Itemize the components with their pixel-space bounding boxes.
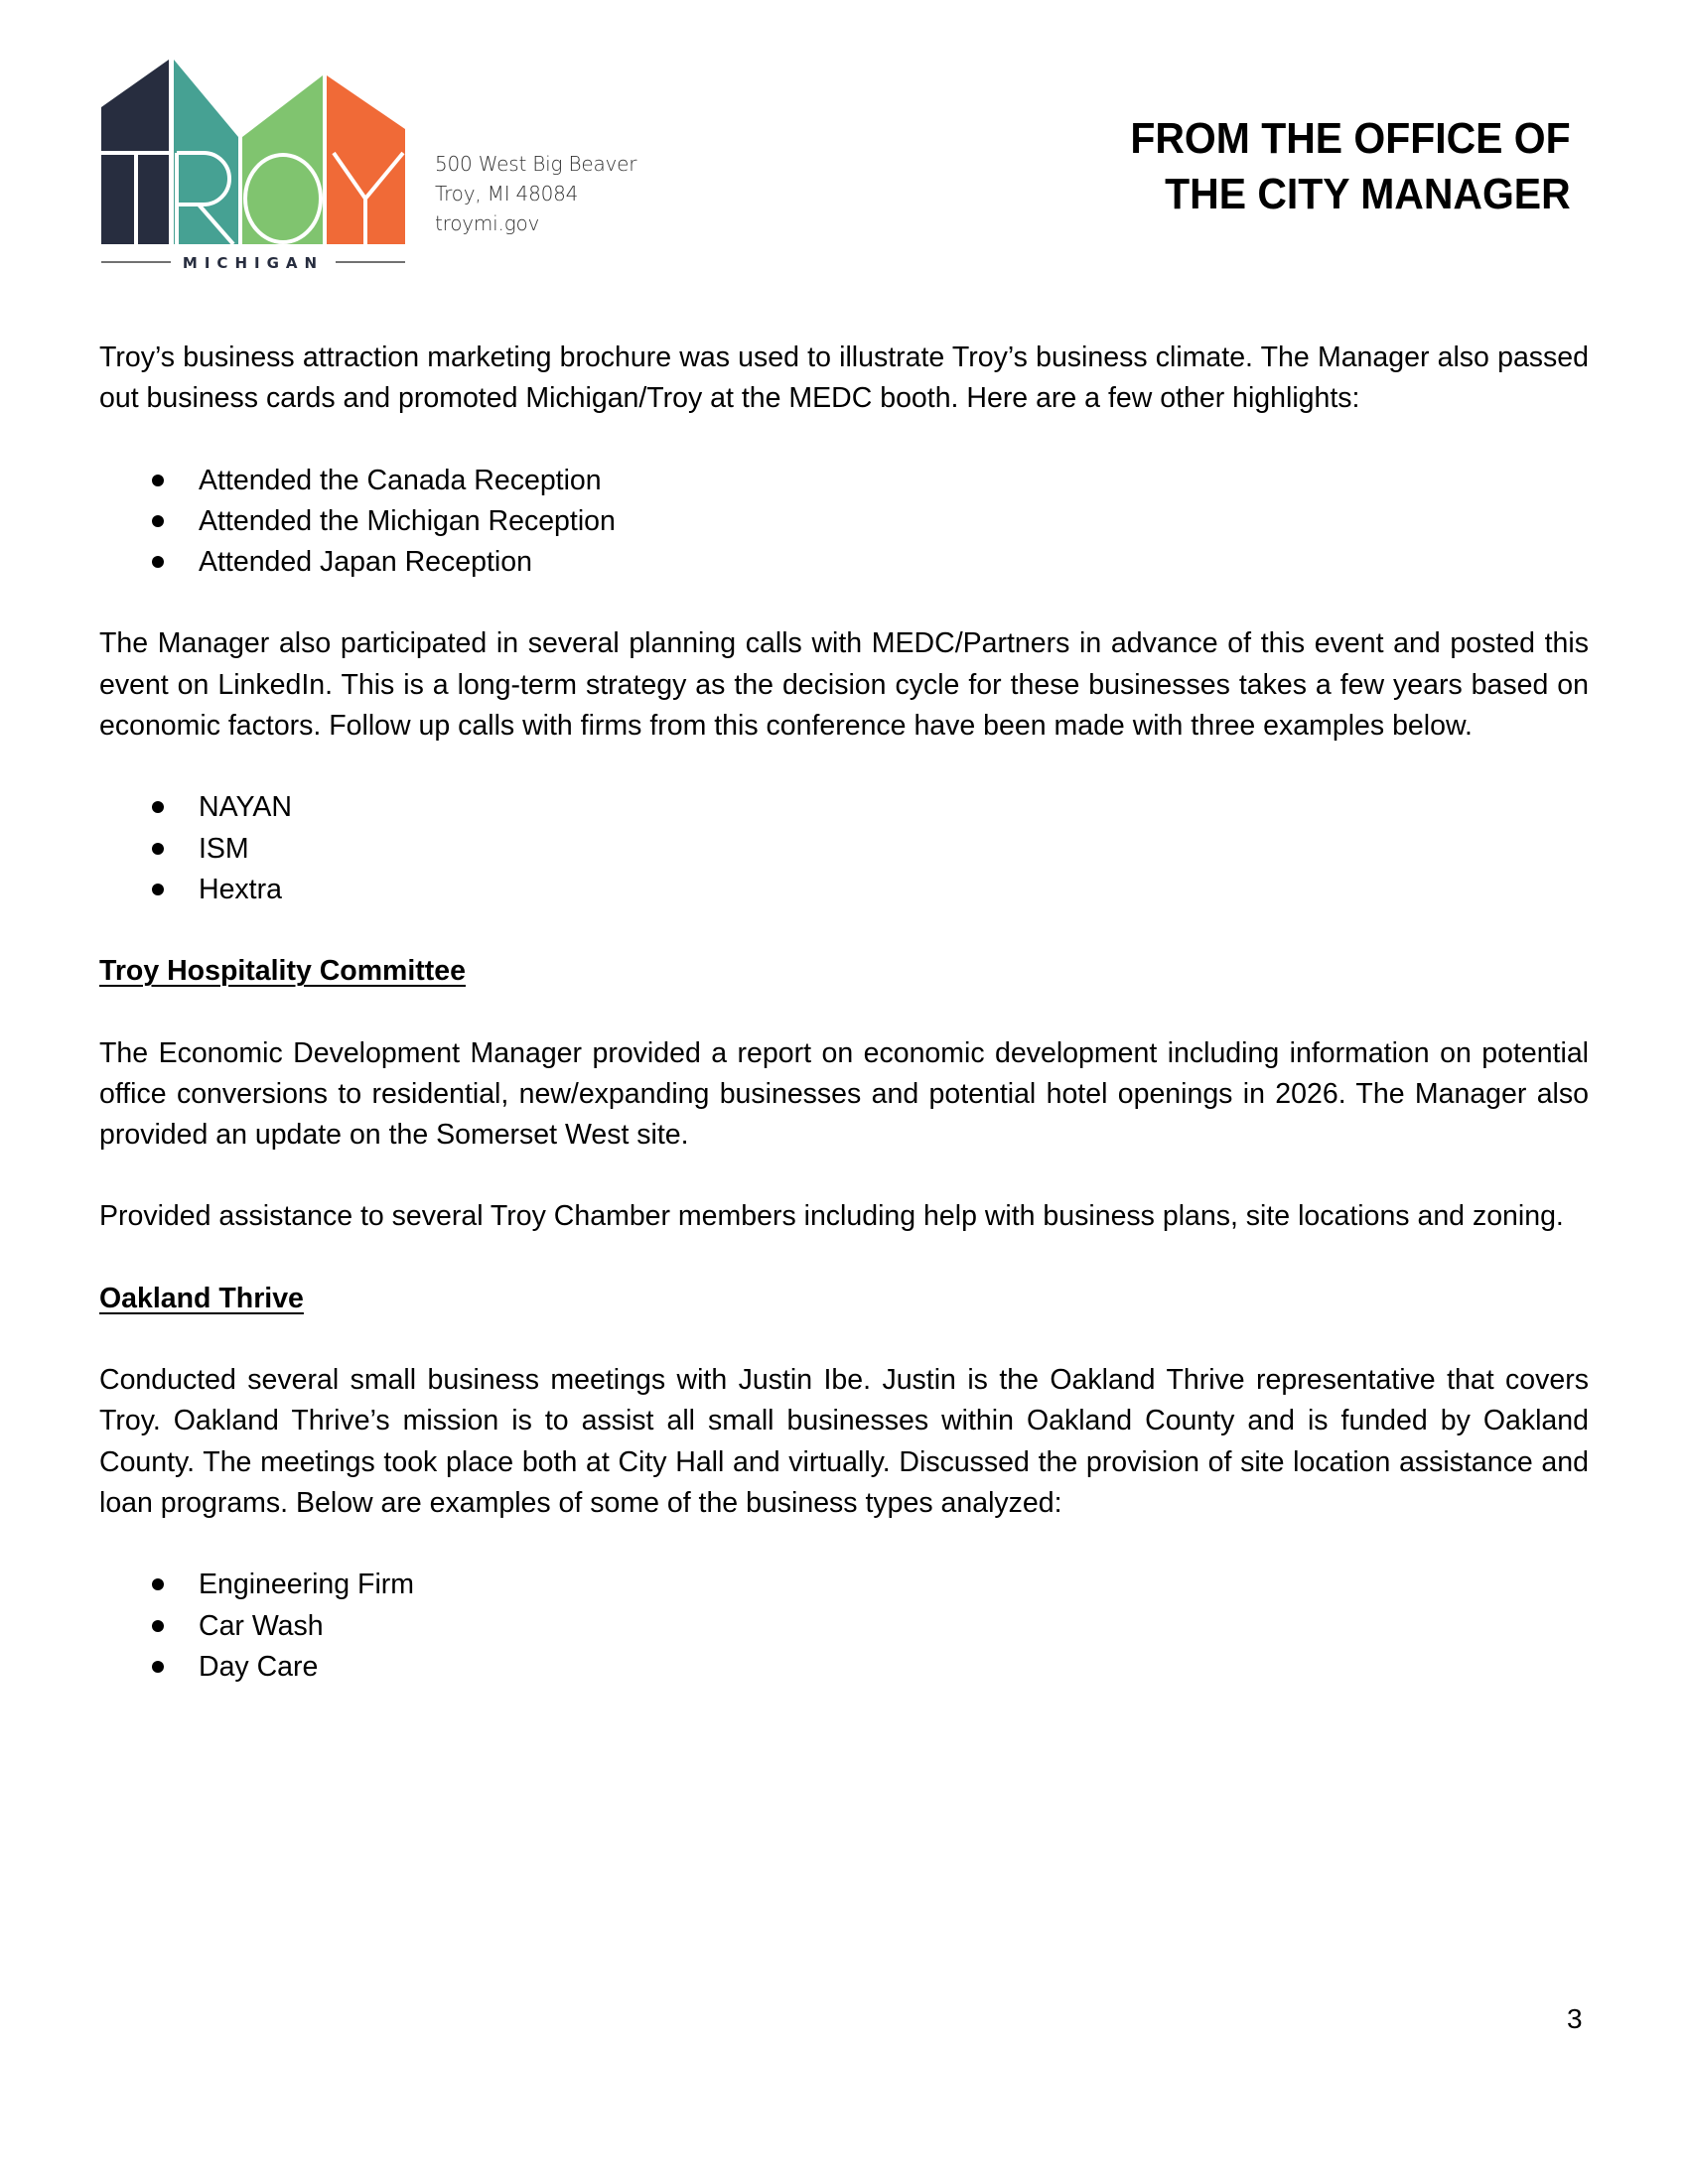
list-item: Engineering Firm <box>99 1565 1589 1605</box>
document-body <box>99 338 1589 1688</box>
bullet-icon <box>152 515 164 527</box>
list-item: Car Wash <box>99 1606 1589 1647</box>
bullet-icon <box>152 1578 164 1590</box>
list-item: Hextra <box>99 870 1589 910</box>
troy-logo-graphic <box>99 58 407 271</box>
bullet-icon <box>152 1661 164 1673</box>
list-item: Attended the Canada Reception <box>99 461 1589 501</box>
address-street: 500 West Big Beaver <box>435 152 637 176</box>
troy-logo <box>99 58 407 271</box>
office-title-line2: THE CITY MANAGER <box>1165 170 1571 218</box>
planning-paragraph: The Manager also participated in several planning calls with MEDC/Partners in advance of this event and posted this event on LinkedIn. This is a long-term strategy as the decision cycle for these businesses takes a few years based on economic factors. Follow up calls with firms from this conference have been made with three examples below. <box>99 627 1589 743</box>
address-website: troymi.gov <box>435 211 540 235</box>
list-item: Attended Japan Reception <box>99 542 1589 583</box>
logo-michigan-text: MICHIGAN <box>182 254 325 271</box>
section-heading-hospitality: Troy Hospitality Committee <box>99 955 466 988</box>
oakland-thrive-paragraph: Conducted several small business meetings with Justin Ibe. Justin is the Oakland Thrive representative that covers Troy. Oakland Thrive’s mission is to assist all small businesses within Oakland County and is funded by Oakland County. The meetings took place both at City Hall and virtually. Discussed the provision of site location assistance and loan programs. Below are examples of some of the business types analyzed: <box>99 1364 1589 1519</box>
logo-house-green <box>242 75 323 244</box>
hospitality-paragraph: The Economic Development Manager provided a report on economic development including information on potential office conversions to residential, new/expanding businesses and potential hotel openings in 2026. The Manager also provided an update on the Somerset West site. <box>99 1036 1589 1152</box>
chamber-paragraph: Provided assistance to several Troy Chamber members including help with business plans, site locations and zoning. <box>99 1200 1564 1233</box>
bullet-icon <box>152 801 164 813</box>
list-item: ISM <box>99 829 1589 870</box>
office-title-line1: FROM THE OFFICE OF <box>1130 114 1571 163</box>
business-types-list <box>99 1565 1589 1688</box>
bullet-icon <box>152 884 164 895</box>
bullet-icon <box>152 556 164 568</box>
bullet-icon <box>152 475 164 486</box>
firms-list <box>99 787 1589 910</box>
section-heading-oakland-thrive: Oakland Thrive <box>99 1282 304 1314</box>
list-item: NAYAN <box>99 787 1589 828</box>
address-block <box>435 149 636 238</box>
office-title <box>1131 111 1571 222</box>
bullet-icon <box>152 1620 164 1632</box>
highlights-list <box>99 461 1589 584</box>
page-number: 3 <box>1567 2003 1583 2034</box>
list-item: Day Care <box>99 1647 1589 1688</box>
intro-paragraph: Troy’s business attraction marketing brochure was used to illustrate Troy’s business climate. The Manager also passed out business cards and promoted Michigan/Troy at the MEDC booth. Here are a few other highlights: <box>99 341 1589 415</box>
address-city: Troy, MI 48084 <box>435 182 579 205</box>
bullet-icon <box>152 843 164 855</box>
list-item: Attended the Michigan Reception <box>99 501 1589 542</box>
